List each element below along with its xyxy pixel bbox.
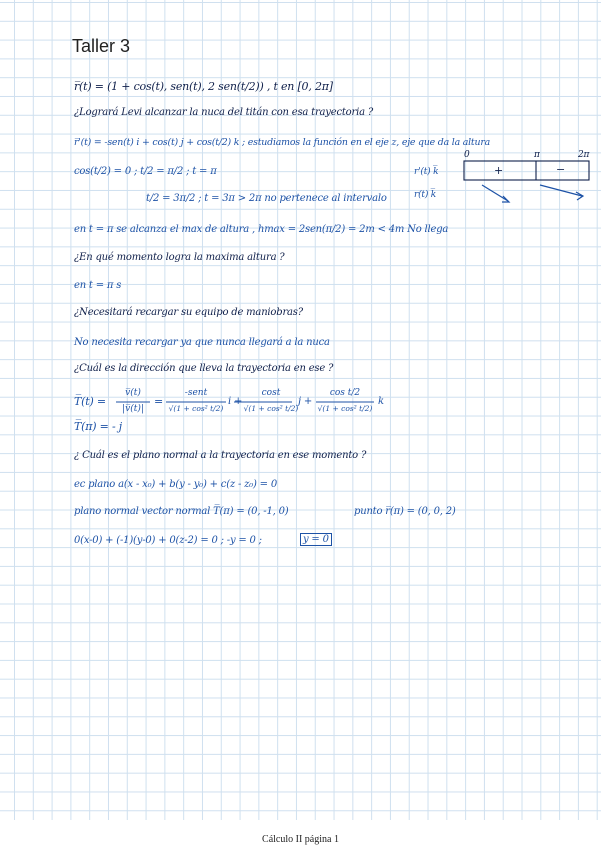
trajectory-equation: r̅(t) = (1 + cos(t), sen(t), 2 sen(t/2)) , t en [0, 2π] bbox=[74, 80, 333, 93]
tangent-den-2: √(1 + cos² t/2) bbox=[168, 404, 224, 413]
final-answer-box: y = 0 bbox=[300, 533, 332, 546]
answer-derivative: r̅'(t) = -sen(t) i + cos(t) j + cos(t/2) k ; estudiamos la función en el eje z, eje que da la altura bbox=[74, 137, 491, 148]
answer-cos-zero: cos(t/2) = 0 ; t/2 = π/2 ; t = π bbox=[74, 166, 217, 177]
answer-recharge: No necesita recargar ya que nunca llegará a la nuca bbox=[74, 337, 330, 348]
question-3: ¿Necesitará recargar su equipo de maniobras? bbox=[74, 307, 303, 318]
increasing-arrow bbox=[482, 185, 508, 201]
question-5: ¿ Cuál es el plano normal a la trayectoria en ese momento ? bbox=[74, 450, 367, 461]
tangent-num-4: cos t/2 bbox=[329, 388, 361, 398]
tangent-i: i + bbox=[228, 396, 243, 407]
sign-chart-label-bottom: r(t) k̅ bbox=[414, 190, 437, 200]
question-4: ¿Cuál es la dirección que lleva la trayectoria en ese ? bbox=[74, 363, 334, 374]
plane-substitution: 0(x-0) + (-1)(y-0) + 0(z-2) = 0 ; -y = 0 ; bbox=[74, 535, 262, 546]
answer-time: en t = π s bbox=[74, 280, 122, 291]
sign-chart-box bbox=[464, 161, 589, 180]
tangent-den-1: |v̅(t)| bbox=[122, 404, 144, 414]
tangent-at-pi: T̅(π) = - j bbox=[74, 420, 122, 433]
sign-chart-plus: + bbox=[494, 164, 504, 177]
tangent-lhs: T̅(t) = bbox=[74, 395, 106, 408]
tangent-j: j + bbox=[298, 396, 313, 407]
question-1: ¿Logrará Levi alcanzar la nuca del titán con esa trayectoria ? bbox=[74, 107, 373, 118]
normal-vector: plano normal vector normal T̅(π) = (0, -1, 0) bbox=[74, 506, 289, 517]
answer-max-height: en t = π se alcanza el max de altura , hmax = 2sen(π/2) = 2m < 4m No llega bbox=[74, 224, 449, 235]
page-title: Taller 3 bbox=[72, 36, 131, 56]
sign-chart-tick-2pi: 2π bbox=[578, 150, 590, 160]
sign-chart-tick-pi: π bbox=[534, 150, 540, 160]
page-footer: Cálculo II página 1 bbox=[262, 834, 339, 845]
tangent-k: k bbox=[378, 396, 384, 407]
question-2: ¿En qué momento logra la maxima altura ? bbox=[74, 252, 285, 263]
sign-chart-minus: − bbox=[556, 163, 566, 176]
tangent-num-3: cost bbox=[261, 388, 281, 398]
tangent-num-2: -sent bbox=[184, 388, 208, 398]
sign-chart-tick-0: 0 bbox=[464, 150, 470, 160]
answer-second-root: t/2 = 3π/2 ; t = 3π > 2π no pertenece al intervalo bbox=[146, 193, 387, 204]
plane-point: punto r̅(π) = (0, 0, 2) bbox=[354, 506, 456, 517]
tangent-den-3: √(1 + cos² t/2) bbox=[243, 404, 299, 413]
plane-equation: ec plano a(x - x₀) + b(y - y₀) + c(z - z₀) = 0 bbox=[74, 479, 277, 490]
sign-chart-label-top: r'(t) k̅ bbox=[414, 167, 439, 177]
tangent-equals: = bbox=[154, 395, 164, 408]
decreasing-arrow bbox=[540, 185, 582, 196]
tangent-num-1: v̅(t) bbox=[125, 388, 141, 398]
tangent-den-4: √(1 + cos² t/2) bbox=[317, 404, 373, 413]
